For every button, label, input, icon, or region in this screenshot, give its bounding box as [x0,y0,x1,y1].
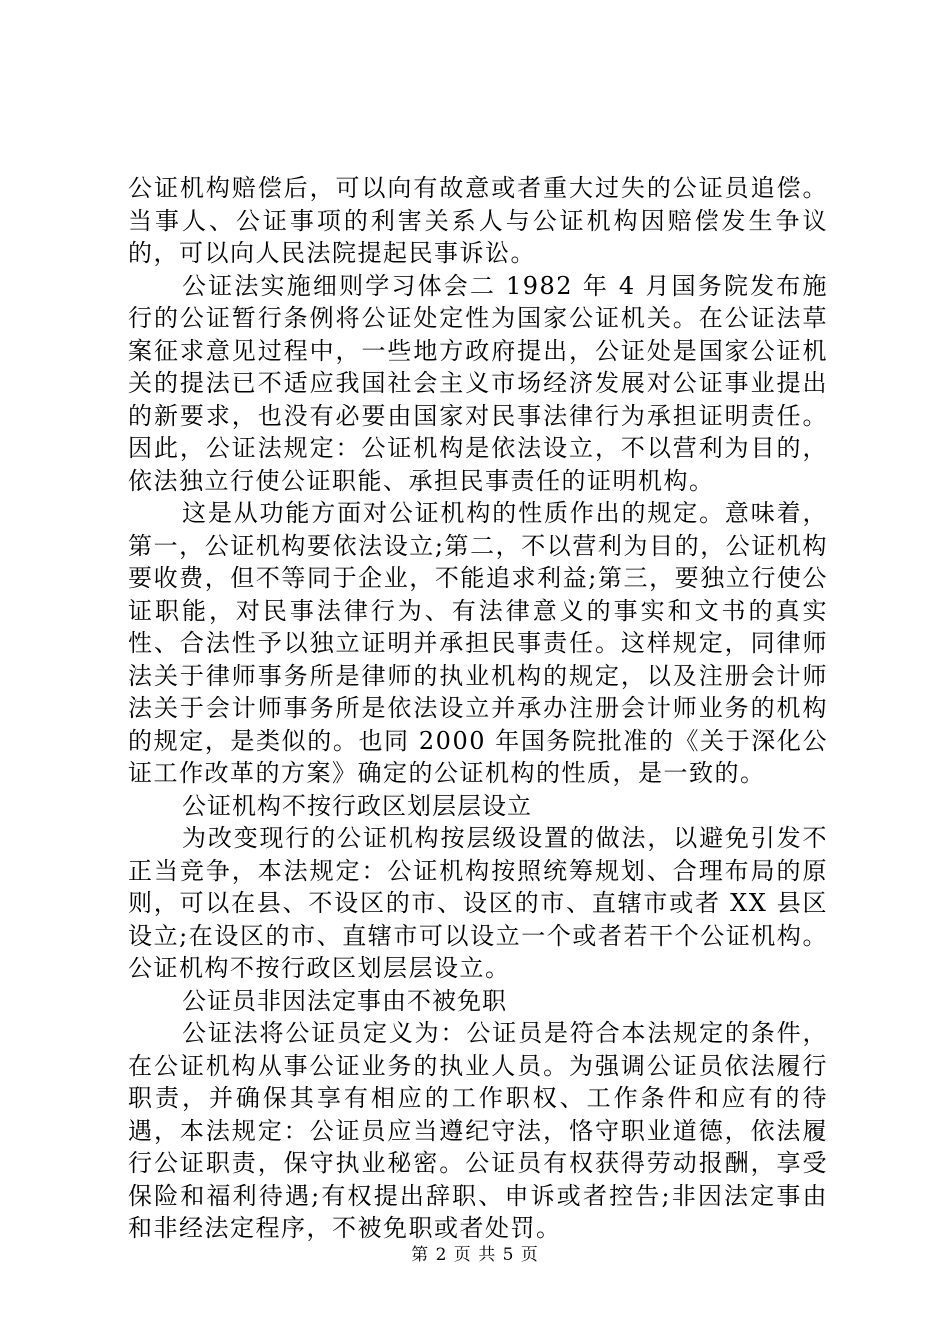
paragraph-notary-law-reflection: 公证法实施细则学习体会二 1982 年 4 月国务院发布施行的公证暂行条例将公证处定性为国家公证机关。在公证法草案征求意见过程中，一些地方政府提出，公证处是国家公证机关的提法已不适应我国社会主义市场经济发展对公证事业提出的新要求，也没有必要由国家对民事法律行为承担证明责任。因此，公证法规定：公证机构是依法设立，不以营利为目的，依法独立行使公证职能、承担民事责任的证明机构。 [128,271,828,495]
paragraph-compensation-recourse: 公证机构赔偿后，可以向有故意或者重大过失的公证员追偿。当事人、公证事项的利害关系人与公证机构因赔偿发生争议的，可以向人民法院提起民事诉讼。 [128,174,828,267]
paragraph-notary-definition: 公证法将公证员定义为：公证员是符合本法规定的条件，在公证机构从事公证业务的执业人员。为强调公证员依法履行职责，并确保其享有相应的工作职权、工作条件和应有的待遇，本法规定：公证员应当遵纪守法，恪守职业道德，依法履行公证职责，保守执业秘密。公证员有权获得劳动报酬，享受保险和福利待遇;有权提出辞职、申诉或者控告;非因法定事由和非经法定程序，不被免职或者处罚。 [128,1019,828,1242]
document-body [128,172,828,1245]
paragraph-institution-layout: 为改变现行的公证机构按层级设置的做法，以避免引发不正当竞争，本法规定：公证机构按照统筹规划、合理布局的原则，可以在县、不设区的市、设区的市、直辖市或者 XX 县区设立;在设区的市、直辖市可以设立一个或者若干个公证机构。公证机构不按行政区划层层设立。 [128,824,828,982]
page-number-footer: 第 2 页 共 5 页 [411,1245,539,1265]
section-heading-institution-setup: 公证机构不按行政区划层层设立 [182,791,532,820]
paragraph-nature-of-notary-institution: 这是从功能方面对公证机构的性质作出的规定。意味着，第一，公证机构要依法设立;第二，不以营利为目的，公证机构要收费，但不等同于企业，不能追求利益;第三，要独立行使公证职能，对民事法律行为、有法律意义的事实和文书的真实性、合法性予以独立证明并承担民事责任。这样规定，同律师法关于律师事务所是律师的执业机构的规定，以及注册会计师法关于会计师事务所是依法设立并承办注册会计师业务的机构的规定，是类似的。也同 2000 年国务院批准的《关于深化公证工作改革的方案》确定的公证机构的性质，是一致的。 [128,499,828,787]
section-heading-notary-dismissal: 公证员非因法定事由不被免职 [182,986,507,1015]
